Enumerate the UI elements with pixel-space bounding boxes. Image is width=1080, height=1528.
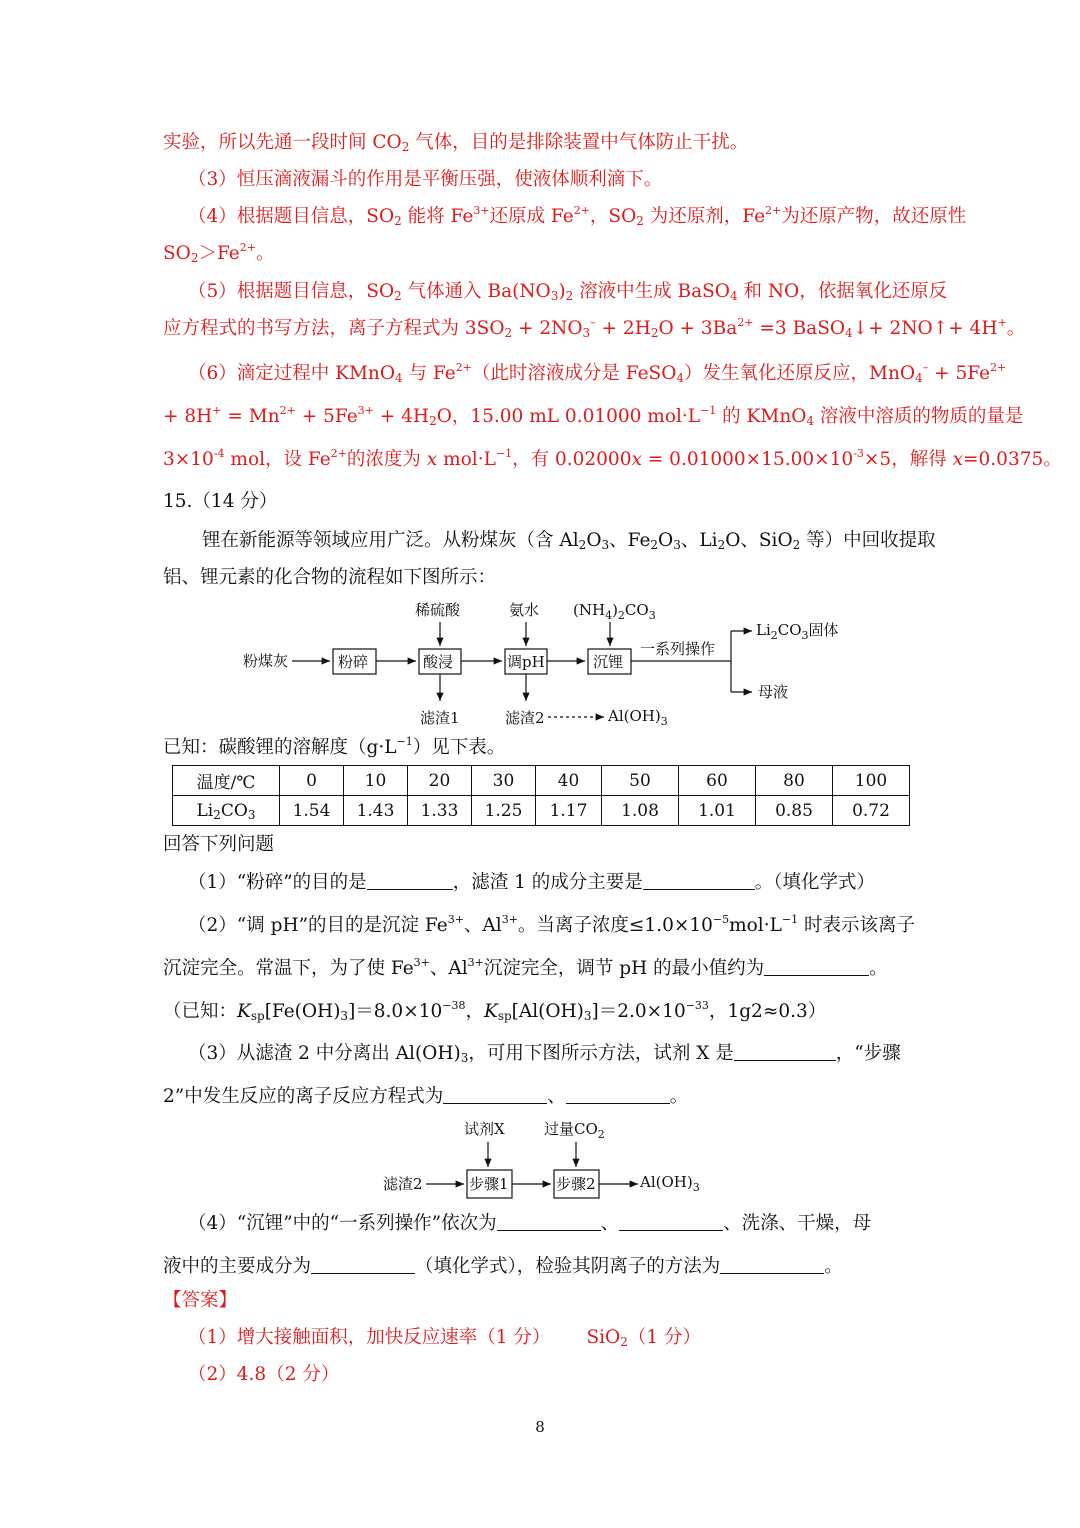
table-row-solubility xyxy=(173,796,910,826)
table-cell: 40 xyxy=(536,766,602,796)
flow-residue-1: 滤渣1 xyxy=(420,709,460,727)
flow-box-adjust-ph-label: 调pH xyxy=(507,653,545,671)
answer-line-2: （3）恒压滴液漏斗的作用是平衡压强，使液体顺利滴下。 xyxy=(188,169,663,190)
sub-question-2-known: （已知：$K_{sp}[Fe(OH)_3]=8.0\times 10^{-38}$，$K_{sp}[Al(OH)_3]=2.0\times 10^{-33}$，1g2≈0.3） xyxy=(163,999,827,1023)
question-15-header: 15.（14 分） xyxy=(163,491,278,512)
flow2-step-2-label: 步骤2 xyxy=(556,1175,596,1193)
answer-1: （1）增大接触面积，加快反应速率（1 分） SiO$_2$（1 分） xyxy=(188,1327,701,1349)
flow-mother-liquor-label: 母液 xyxy=(758,683,789,701)
table-cell: 0.72 xyxy=(833,796,910,826)
sub-question-3-line-2: 2”中发生反应的离子反应方程式为 、 。 xyxy=(163,1086,689,1107)
sub-question-3-line-1: （3）从滤渣 2 中分离出 $Al(OH)_3$，可用下图所示方法，试剂 X 是 ，“步骤 xyxy=(188,1043,901,1065)
table-header-label: 温度/℃ xyxy=(173,766,280,796)
table-cell: 1.54 xyxy=(280,796,344,826)
answer-intro: 回答下列问题 xyxy=(163,834,275,855)
question-15-intro-1: 锂在新能源等领域应用广泛。从粉煤灰（含 $Al_2O_3$、$Fe_2O_3$、$Li_2O$、SiO$_2$ 等）中回收提取 xyxy=(202,530,936,552)
sub-question-1: （1）“粉碎”的目的是 ，滤渣 1 的成分主要是 。（填化学式） xyxy=(188,872,875,893)
answer-label: 【答案】 xyxy=(163,1290,238,1311)
table-row-label: $Li_2CO_3$ xyxy=(173,796,280,826)
sub-question-2-line-2: 沉淀完全。常温下，为了使 $Fe^{3+}$、$Al^{3+}$沉淀完全，调节 pH 的最小值约为 。 xyxy=(163,956,888,979)
flow2-reagent-x: 试剂X xyxy=(464,1120,505,1138)
flow-reagent-ammonia: 氨水 xyxy=(509,601,540,619)
answer-line-9: $3\times 10^{-4}$ mol，设 $Fe^{2+}$的浓度为 x $mol\cdot L^{-1}$，有 $0.02000x = 0.01000\times 15.00\times 10^{-3}\times 5$，解得 x=0.0375。 xyxy=(163,447,1062,470)
answer-line-5: （5）根据题目信息，$SO_2$ 气体通入 $Ba(NO_3)_2$ 溶液中生成 BaSO$_4$ 和 NO，依据氧化还原反 xyxy=(188,281,948,303)
table-cell: 80 xyxy=(756,766,833,796)
question-15-intro-2: 铝、锂元素的化合物的流程如下图所示： xyxy=(163,567,497,588)
page-number: 8 xyxy=(535,1418,545,1436)
answer-line-1: 实验，所以先通一段时间 $CO_2$ 气体，目的是排除装置中气体防止干扰。 xyxy=(163,132,749,154)
table-cell: 30 xyxy=(472,766,536,796)
answer-line-4: $SO_2>Fe^{2+}$。 xyxy=(163,241,275,265)
answer-line-3: （4）根据题目信息，$SO_2$ 能将 $Fe^{3+}$还原成 $Fe^{2+}$，$SO_2$ 为还原剂，$Fe^{2+}$为还原产物，故还原性 xyxy=(188,204,967,228)
sub-question-4-line-1: （4）“沉锂”中的“一系列操作”依次为 、 、洗涤、干燥，母 xyxy=(188,1213,872,1234)
table-cell: 10 xyxy=(344,766,408,796)
table-cell: 60 xyxy=(679,766,756,796)
flow-aluminum-hydroxide: $Al(OH)_3$ xyxy=(608,707,668,728)
process-flow-diagram xyxy=(230,595,870,735)
table-cell: 1.08 xyxy=(602,796,679,826)
answer-line-8: + $8H^+ = Mn^{2+} + 5Fe^{3+} + 4H_2O$，15.00 mL 0.01000 $mol\cdot L^{-1}$ 的 KMnO$_4$ 溶液中溶质的物质的量是 xyxy=(163,404,1024,428)
flow2-step-1-label: 步骤1 xyxy=(469,1175,509,1193)
flow2-reagent-co2: 过量$CO_2$ xyxy=(544,1120,605,1141)
table-cell: 1.25 xyxy=(472,796,536,826)
flow-box-acid-leach-label: 酸浸 xyxy=(423,653,454,671)
answer-line-7: （6）滴定过程中 KMnO$_4$ 与 $Fe^{2+}$（此时溶液成分是 FeSO$_4$）发生氧化还原反应，$MnO_4^- + 5Fe^{2+}$ xyxy=(188,361,1007,385)
sub-question-4-line-2: 液中的主要成分为 （填化学式），检验其阴离子的方法为 。 xyxy=(163,1256,843,1277)
flow-input-label: 粉煤灰 xyxy=(243,652,289,670)
known-solubility-note: 已知：碳酸锂的溶解度$(g\cdot L^{-1})$见下表。 xyxy=(163,735,506,758)
flow-product-label: $Li_2CO_3$固体 xyxy=(756,621,839,642)
flow2-input-label: 滤渣2 xyxy=(383,1175,423,1193)
table-cell: 0.85 xyxy=(756,796,833,826)
table-cell: 50 xyxy=(602,766,679,796)
table-cell: 1.01 xyxy=(679,796,756,826)
separation-flow-diagram xyxy=(380,1115,710,1205)
table-row-temperature xyxy=(173,766,910,796)
table-cell: 100 xyxy=(833,766,910,796)
answer-line-6: 应方程式的书写方法，离子方程式为 $3SO_2 + 2NO_3^- + 2H_2O + 3Ba^{2+} =3$ BaSO$_4$↓+ 2NO↑+ 4H+。 xyxy=(163,316,1026,340)
sub-question-2-line-1: （2）“调 pH”的目的是沉淀 $Fe^{3+}$、$Al^{3+}$。当离子浓度$\le 1.0\times 10^{-5}mol\cdot L^{-1}$ 时表示该离子 xyxy=(188,913,915,936)
table-cell: 1.33 xyxy=(408,796,472,826)
flow-reagent-ammonium-carbonate: $(NH_4)_2CO_3$ xyxy=(573,601,656,622)
flow2-output-label: $Al(OH)_3$ xyxy=(640,1173,700,1194)
flow-reagent-sulfuric-acid: 稀硫酸 xyxy=(415,601,461,619)
flow-box-crush-label: 粉碎 xyxy=(338,653,369,671)
solubility-table xyxy=(172,765,910,826)
table-cell: 1.17 xyxy=(536,796,602,826)
flow-residue-2: 滤渣2 xyxy=(505,709,545,727)
answer-2: （2）4.8（2 分） xyxy=(188,1364,340,1385)
table-cell: 20 xyxy=(408,766,472,796)
table-cell: 1.43 xyxy=(344,796,408,826)
flow-box-lithium-precip-label: 沉锂 xyxy=(593,653,624,671)
flow-series-operation-label: 一系列操作 xyxy=(640,640,716,658)
table-cell: 0 xyxy=(280,766,344,796)
